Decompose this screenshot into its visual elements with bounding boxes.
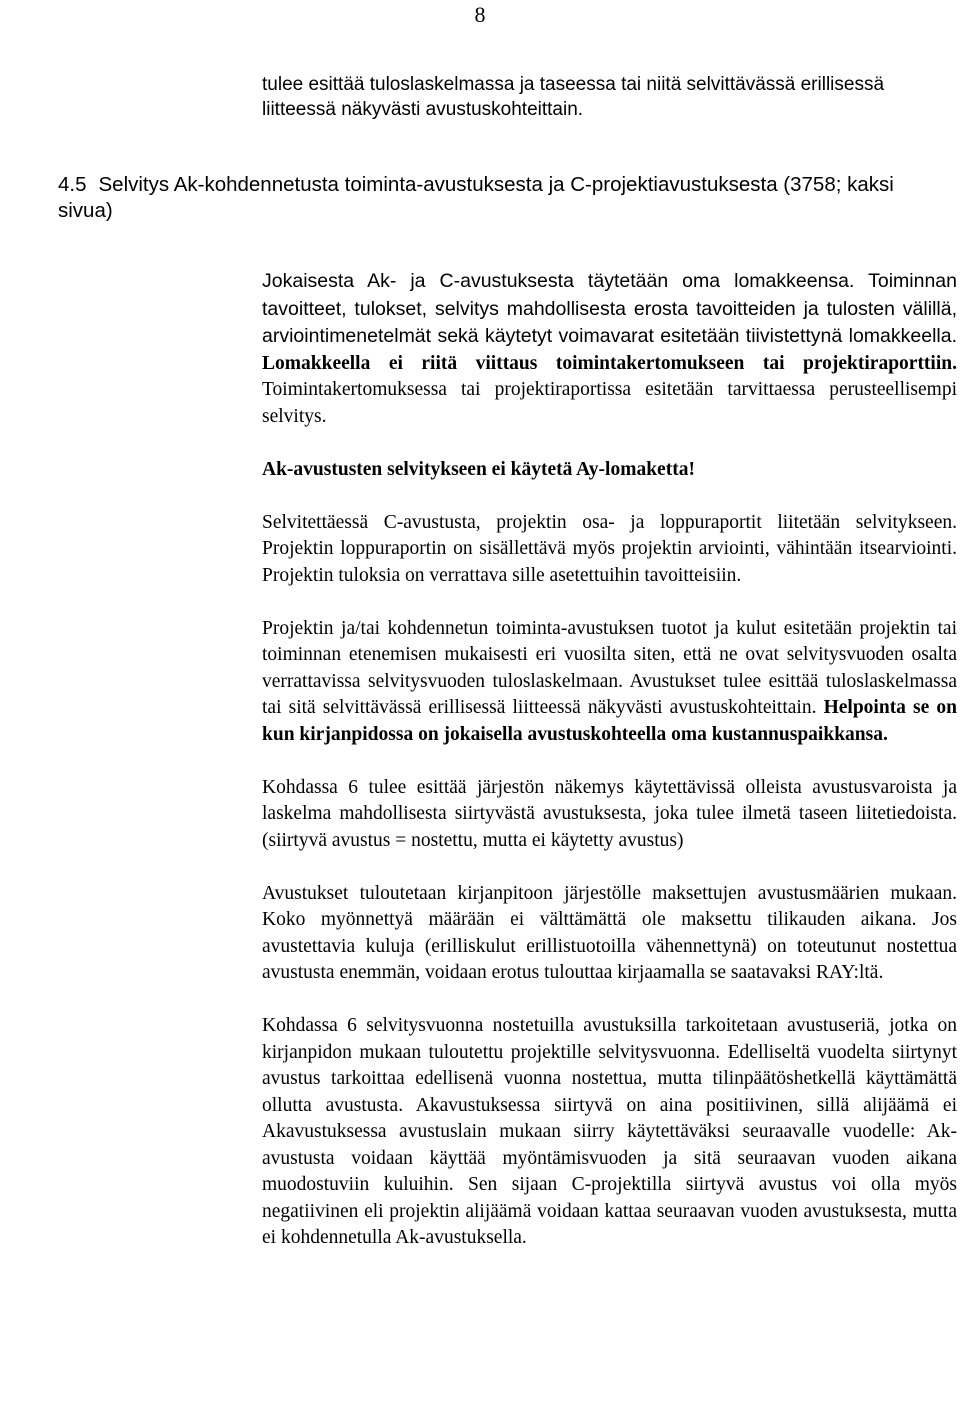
paragraph-income-expenses (262, 616, 957, 749)
paragraph-form-instructions (262, 268, 957, 430)
paragraph-form-instructions-bold: Lomakkeella ei riitä viittaus toimintakertomukseen tai projektiraporttiin. (262, 352, 957, 374)
section-number: 4.5 (58, 173, 87, 196)
intro-paragraph: tulee esittää tuloslaskelmassa ja taseessa tai niitä selvittävässä erillisessä liitteessä näkyvästi avustuskohteittain. (262, 74, 885, 120)
paragraph-section-6-view: Kohdassa 6 tulee esittää järjestön näkemys käytettävissä olleista avustusvaroista ja laskelma mahdollisesta siirtyvästä avustuksesta, joka tulee ilmetä taseen liitetiedoista. (siirtyvä avustus = nostettu, mutta ei käytetty avustus) (262, 776, 957, 851)
paragraph-income-expenses-bold: Helpointa se on kun kirjanpidossa on jokaisella avustuskohteella oma kustannuspaikkansa. (262, 697, 958, 745)
paragraph-recognition: Avustukset tuloutetaan kirjanpitoon järjestölle maksettujen avustusmäärien mukaan. Koko myönnettyä määrään ei välttämättä ole maksettu tilikauden aikana. Jos avustettavia kuluja (erilliskulut erillistuotoilla vähennettynä) on toteutunut nostettua avustusta enemmän, voidaan erotus tulouttaa kirjaamalla se saatavaksi RAY:ltä. (262, 882, 957, 983)
document-body (262, 268, 957, 1252)
paragraph-section-6-raised: Kohdassa 6 selvitysvuonna nostetuilla avustuksilla tarkoitetaan avustuseriä, jotka on kirjanpidon mukaan tuloutettu projektille selvitysvuonna. Edelliseltä vuodelta siirtynyt avustus tarkoittaa edellisenä vuonna nostettua, mutta tilinpäätöshetkellä käyttämättä ollutta avustusta. Akavustuksessa siirtyvä on aina positiivinen, sillä alijäämä ei Akavustuksessa avustuslain mukaan siirry käytettäväksi seuraavalle vuodelle: Ak-avustusta voidaan käyttää myöntämisvuoden ja sitä seuraavan vuoden aikana muodostuviin kuluihin. Sen sijaan C-projektilla siirtyvä avustus voi olla myös negatiivinen eli projektin alijäämä voidaan kattaa seuraavan vuoden avustuksesta, mutta ei kohdennetulla Ak-avustuksella. (262, 1015, 957, 1248)
section-title: Selvitys Ak-kohdennetusta toiminta-avustuksesta ja C-projektiavustuksesta (3758; kaksi sivua) (58, 173, 894, 222)
paragraph-form-instructions-text: Jokaisesta Ak- ja C-avustuksesta täytetään oma lomakkeensa. Toiminnan tavoitteet, tulokset, selvitys mahdollisesta erosta tavoitteiden ja tulosten välillä, arviointimenetelmät sekä käytetyt voimavarat esitetään tiivistettynä lomakkeella. (262, 270, 957, 347)
paragraph-form-instructions-tail: Toimintakertomuksessa tai projektiraportissa esitetään tarvittaessa perusteellisempi selvitys. (262, 379, 957, 427)
section-heading (58, 172, 938, 224)
paragraph-c-reports: Selvitettäessä C-avustusta, projektin osa- ja loppuraportit liitetään selvitykseen. Projektin loppuraportin on sisällettävä myös projektin arviointi, vähintään itsearviointi. Projektin tuloksia on verrattava sille asetettuihin tavoitteisiin. (262, 511, 957, 586)
ay-form-warning: Ak-avustusten selvitykseen ei käytetä Ay-lomaketta! (262, 458, 695, 480)
page-number: 8 (474, 2, 486, 27)
paragraph-income-expenses-text: Projektin ja/tai kohdennetun toiminta-avustuksen tuotot ja kulut esitetään projektin tai toiminnan etenemisen mukaisesti eri vuosilta siten, että ne ovat selvitysvuoden osalta verrattavissa selvitysvuoden tuloslaskelmaan. Avustukset tulee esittää tuloslaskelmassa tai sitä selvittävässä erillisessä liitteessä näkyvästi avustuskohteittain. (262, 617, 957, 718)
